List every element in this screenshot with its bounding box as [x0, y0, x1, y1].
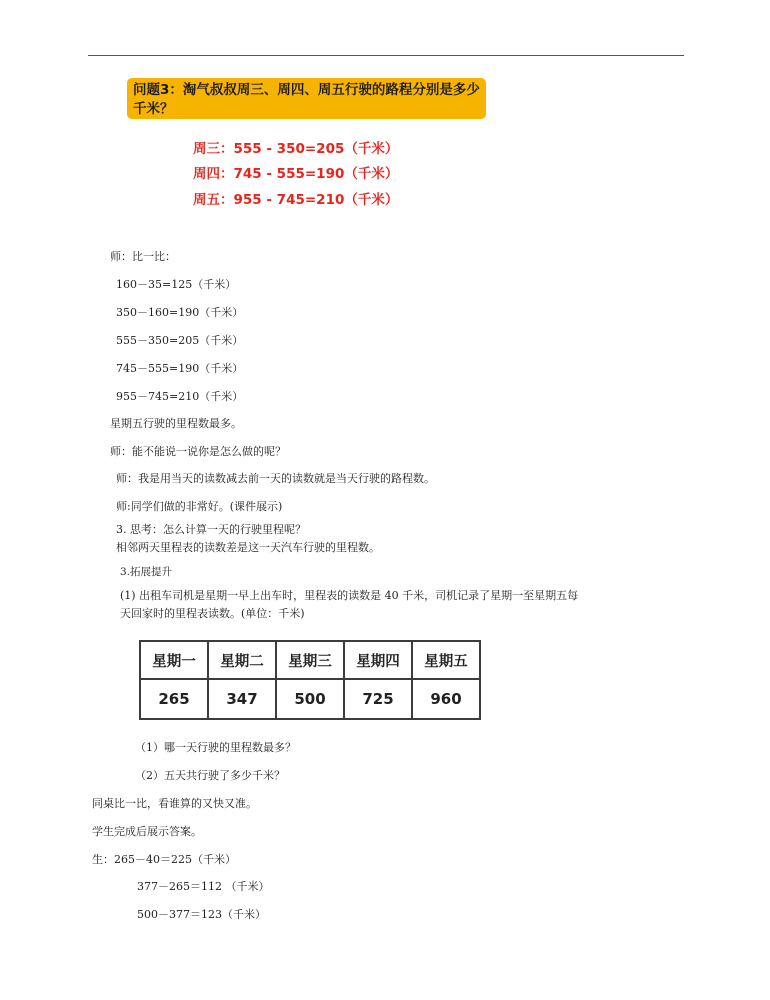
- student-instruction: 学生完成后展示答案。: [92, 825, 202, 838]
- think-answer: 相邻两天里程表的读数差是这一天汽车行驶的里程数。: [116, 541, 380, 554]
- table-value-cell: 347: [208, 679, 276, 719]
- calc-line: 350－160=190（千米）: [116, 306, 244, 319]
- answer-wednesday: 周三：555 - 350=205（千米）: [193, 141, 399, 157]
- table-value-cell: 725: [344, 679, 412, 719]
- calc-line: 745－555=190（千米）: [116, 362, 244, 375]
- table-header-cell: 星期五: [412, 641, 480, 679]
- answer-friday: 周五：955 - 745=210（千米）: [193, 192, 399, 208]
- header-rule: [88, 55, 684, 56]
- calc-line: 160－35=125（千米）: [116, 278, 237, 291]
- answer-thursday: 周四：745 - 555=190（千米）: [193, 166, 399, 182]
- question-2: （2）五天共行驶了多少千米？: [135, 769, 285, 782]
- calc-line: 555－350=205（千米）: [116, 334, 244, 347]
- teacher-praise: 师:同学们做的非常好。(课件展示): [116, 500, 283, 513]
- student-calc: 生：265－40＝225（千米）: [92, 853, 236, 866]
- table-header-cell: 星期三: [276, 641, 344, 679]
- teacher-question: 师：能不能说一说你是怎么做的呢？: [110, 445, 286, 458]
- table-value-cell: 960: [412, 679, 480, 719]
- table-value-cell: 500: [276, 679, 344, 719]
- conclusion-text: 星期五行驶的里程数最多。: [110, 417, 242, 430]
- problem-text: (1) 出租车司机是星期一早上出车时，里程表的读数是 40 千米，司机记录了星期一至星期五每: [120, 589, 579, 602]
- think-question: 3. 思考：怎么计算一天的行驶里程呢？: [116, 523, 306, 536]
- section-heading: 3.拓展提升: [120, 566, 173, 578]
- table-value-cell: 265: [140, 679, 208, 719]
- table-header-cell: 星期二: [208, 641, 276, 679]
- table-header-cell: 星期一: [140, 641, 208, 679]
- teacher-compare: 师：比一比：: [110, 250, 176, 263]
- student-calc: 500－377＝123（千米）: [137, 908, 266, 921]
- teacher-explanation: 师：我是用当天的读数减去前一天的读数就是当天行驶的路程数。: [116, 472, 435, 485]
- problem-text: 天回家时的里程表读数。(单位：千米): [120, 607, 305, 620]
- odometer-table: [139, 640, 481, 720]
- question-banner: 问题3：淘气叔叔周三、周四、周五行驶的路程分别是多少千米？: [127, 78, 486, 119]
- question-1: （1）哪一天行驶的里程数最多？: [135, 741, 296, 754]
- student-calc: 377－265＝112 （千米）: [137, 880, 270, 893]
- pair-instruction: 同桌比一比，看谁算的又快又准。: [92, 797, 257, 810]
- table-header-cell: 星期四: [344, 641, 412, 679]
- calc-line: 955－745=210（千米）: [116, 390, 244, 403]
